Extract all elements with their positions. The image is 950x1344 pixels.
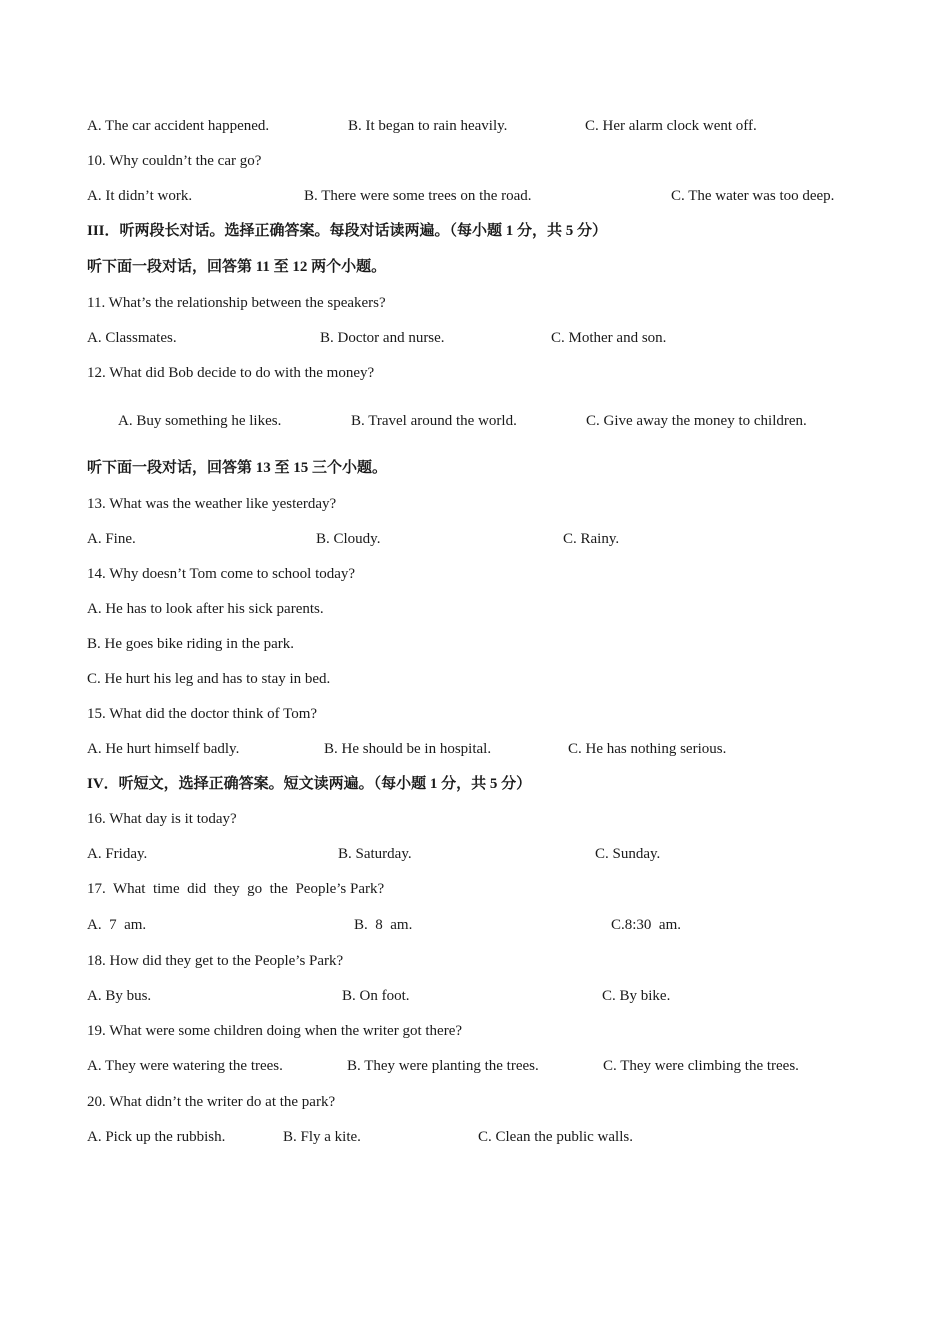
section-heading-text: III．听两段长对话。选择正确答案。每段对话读两遍。（每小题 1 分，共 5 分） (87, 223, 608, 239)
question-text: 19. What were some children doing when the writer got there? (87, 1023, 463, 1039)
subsection-heading (0, 457, 950, 479)
option-c: C. Rainy. (563, 531, 620, 547)
option-a: A. Pick up the rubbish. (87, 1129, 226, 1145)
question-text: 17. What time did they go the People’s Park? (87, 881, 385, 897)
question-20 (0, 1091, 950, 1113)
options-row (0, 738, 950, 760)
question-19 (0, 1020, 950, 1042)
option-a: A. He has to look after his sick parents. (87, 601, 324, 617)
option-a: A. Buy something he likes. (118, 413, 282, 429)
option-a: A. It didn’t work. (87, 188, 193, 204)
options-row (0, 528, 950, 550)
option-c: C. He hurt his leg and has to stay in bed. (87, 671, 331, 687)
question-11 (0, 292, 950, 314)
question-15 (0, 703, 950, 725)
option-b: B. It began to rain heavily. (348, 118, 508, 134)
question-12 (0, 362, 950, 384)
options-row (0, 914, 950, 936)
question-text: 18. How did they get to the People’s Park? (87, 953, 344, 969)
option-b: B. Cloudy. (316, 531, 381, 547)
question-13 (0, 493, 950, 515)
option-b: B. He goes bike riding in the park. (87, 636, 295, 652)
option-c: C. The water was too deep. (671, 188, 835, 204)
option-b: B. Saturday. (338, 846, 412, 862)
options-row (0, 327, 950, 349)
option-a: A. Classmates. (87, 330, 177, 346)
option-a: A. The car accident happened. (87, 118, 270, 134)
option-c: C. He has nothing serious. (568, 741, 727, 757)
option-b: B. They were planting the trees. (347, 1058, 539, 1074)
option-a: A. By bus. (87, 988, 152, 1004)
option-a: A. They were watering the trees. (87, 1058, 283, 1074)
question-text: 16. What day is it today? (87, 811, 237, 827)
question-text: 10. Why couldn’t the car go? (87, 153, 262, 169)
question-text: 15. What did the doctor think of Tom? (87, 706, 318, 722)
option-c: C. Mother and son. (551, 330, 667, 346)
question-17 (0, 878, 950, 900)
options-row (0, 185, 950, 207)
question-text: 13. What was the weather like yesterday? (87, 496, 337, 512)
options-row (0, 1126, 950, 1148)
option-b: B. There were some trees on the road. (304, 188, 532, 204)
subsection-heading-text: 听下面一段对话，回答第 13 至 15 三个小题。 (87, 460, 388, 476)
question-14 (0, 563, 950, 585)
options-row (0, 1055, 950, 1077)
option-c: C. Give away the money to children. (586, 413, 807, 429)
question-18 (0, 950, 950, 972)
options-row (0, 843, 950, 865)
option-c: C. Sunday. (595, 846, 661, 862)
option-c: C. They were climbing the trees. (603, 1058, 799, 1074)
option-c: C.8:30 am. (611, 917, 681, 933)
option-b: B. 8 am. (354, 917, 413, 933)
option-b: B. Fly a kite. (283, 1129, 361, 1145)
question-text: 12. What did Bob decide to do with the money? (87, 365, 375, 381)
option-a: A. He hurt himself badly. (87, 741, 240, 757)
question-text: 11. What’s the relationship between the speakers? (87, 295, 386, 311)
options-row (0, 985, 950, 1007)
question-text: 14. Why doesn’t Tom come to school today? (87, 566, 356, 582)
option-line (0, 598, 950, 620)
options-row (0, 410, 950, 432)
option-a: A. Fine. (87, 531, 136, 547)
section-heading-iii (0, 220, 950, 242)
option-a: A. 7 am. (87, 917, 147, 933)
option-b: B. He should be in hospital. (324, 741, 492, 757)
option-b: B. Travel around the world. (351, 413, 517, 429)
option-b: B. On foot. (342, 988, 410, 1004)
option-line (0, 633, 950, 655)
options-row (0, 115, 950, 137)
option-c: C. Her alarm clock went off. (585, 118, 757, 134)
subsection-heading (0, 256, 950, 278)
option-a: A. Friday. (87, 846, 148, 862)
option-b: B. Doctor and nurse. (320, 330, 445, 346)
question-16 (0, 808, 950, 830)
option-c: C. By bike. (602, 988, 671, 1004)
option-c: C. Clean the public walls. (478, 1129, 633, 1145)
option-line (0, 668, 950, 690)
question-10 (0, 150, 950, 172)
section-heading-iv (0, 773, 950, 795)
subsection-heading-text: 听下面一段对话，回答第 11 至 12 两个小题。 (87, 259, 387, 275)
question-text: 20. What didn’t the writer do at the park? (87, 1094, 336, 1110)
section-heading-text: IV．听短文，选择正确答案。短文读两遍。（每小题 1 分，共 5 分） (87, 776, 532, 792)
